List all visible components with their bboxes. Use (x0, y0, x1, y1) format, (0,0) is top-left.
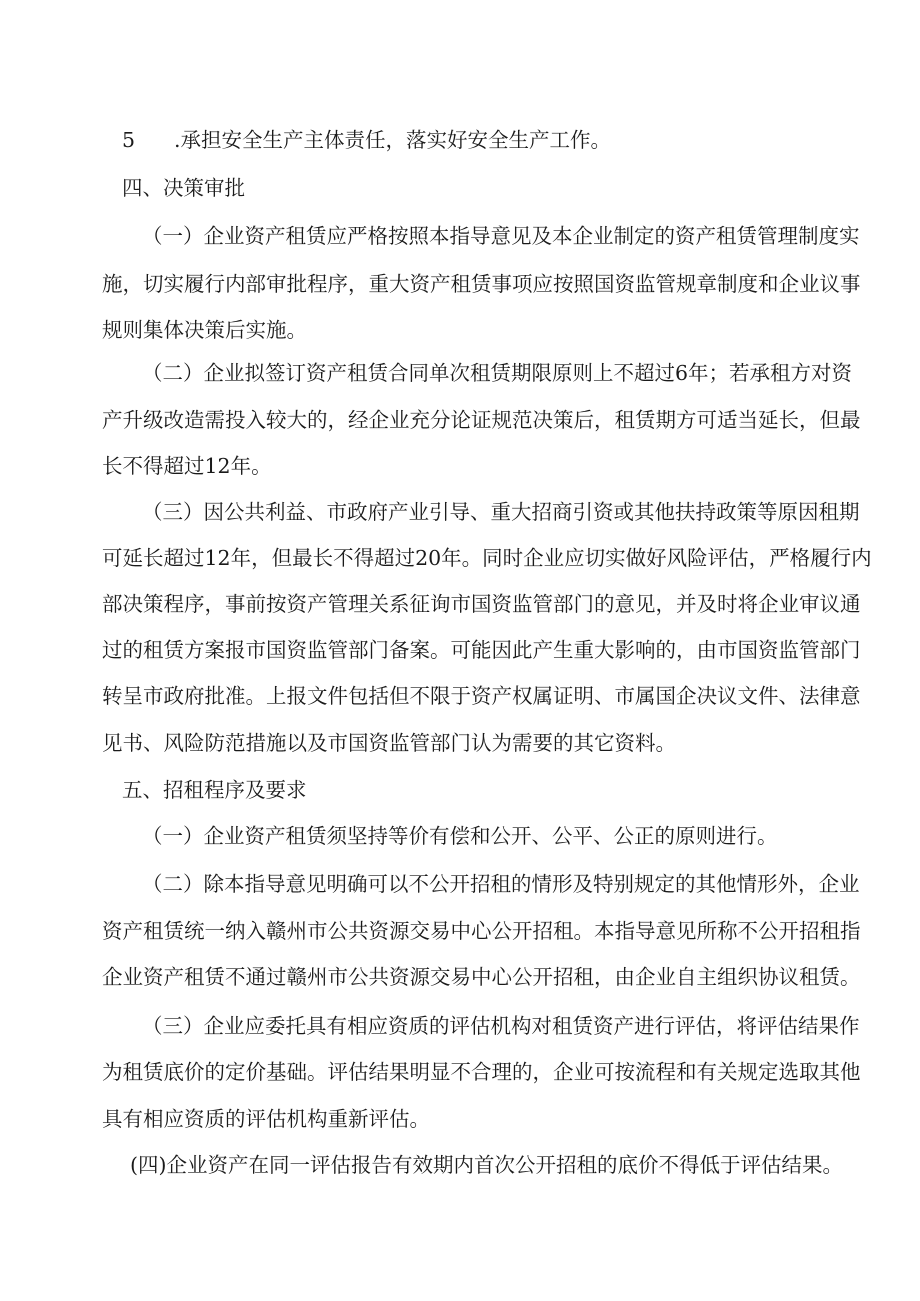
paragraph-line: 施，切实履行内部审批程序，重大资产租赁事项应按照国资监管规章制度和企业议事 (102, 272, 861, 296)
paragraph-line: 可延长超过12年，但最长不得超过20年。同时企业应切实做好风险评估，严格履行内 (102, 546, 872, 570)
section-heading-4: 四、决策审批 (122, 176, 245, 200)
paragraph-line: 部决策程序，事前按资产管理关系征询市国资监管部门的意见，并及时将企业审议通 (102, 592, 861, 616)
paragraph-line: 资产租赁统一纳入赣州市公共资源交易中心公开招租。本指导意见所称不公开招租指 (102, 919, 861, 943)
paragraph-line: 长不得超过12年。 (102, 454, 272, 478)
list-item-number: 5 (122, 128, 136, 152)
paragraph-line: 过的租赁方案报市国资监管部门备案。可能因此产生重大影响的，由市国资监管部门 (102, 638, 861, 662)
paragraph-line: 产升级改造需投入较大的，经企业充分论证规范决策后，租赁期方可适当延长，但最 (102, 408, 861, 432)
paragraph-line: （一）企业资产租赁应严格按照本指导意见及本企业制定的资产租赁管理制度实 (142, 224, 860, 248)
paragraph-line: （三）因公共利益、市政府产业引导、重大招商引资或其他扶持政策等原因租期 (142, 500, 860, 524)
section-heading-5: 五、招租程序及要求 (122, 778, 307, 802)
paragraph-line: 企业资产租赁不通过赣州市公共资源交易中心公开招租，由企业自主组织协议租赁。 (102, 965, 861, 989)
paragraph-line: 见书、风险防范措施以及市国资监管部门认为需要的其它资料。 (102, 731, 676, 755)
paragraph-line: (四)企业资产在同一评估报告有效期内首次公开招租的底价不得低于评估结果。 (130, 1153, 843, 1177)
paragraph-line: 为租赁底价的定价基础。评估结果明显不合理的，企业可按流程和有关规定选取其他 (102, 1060, 861, 1084)
paragraph-line: 规则集体决策后实施。 (102, 318, 307, 342)
paragraph-line: （二）除本指导意见明确可以不公开招租的情形及特别规定的其他情形外，企业 (142, 872, 860, 896)
paragraph-line: 具有相应资质的评估机构重新评估。 (102, 1107, 430, 1131)
list-item-5 (122, 126, 611, 154)
paragraph-line: （二）企业拟签订资产租赁合同单次租赁期限原则上不超过6年；若承租方对资 (142, 361, 853, 385)
paragraph-line: （三）企业应委托具有相应资质的评估机构对租赁资产进行评估，将评估结果作 (142, 1014, 860, 1038)
paragraph-line: （一）企业资产租赁须坚持等价有偿和公开、公平、公正的原则进行。 (142, 824, 778, 848)
paragraph-line: 转呈市政府批准。上报文件包括但不限于资产权属证明、市属国企决议文件、法律意 (102, 684, 861, 708)
list-item-text: .承担安全生产主体责任，落实好安全生产工作。 (174, 128, 612, 152)
